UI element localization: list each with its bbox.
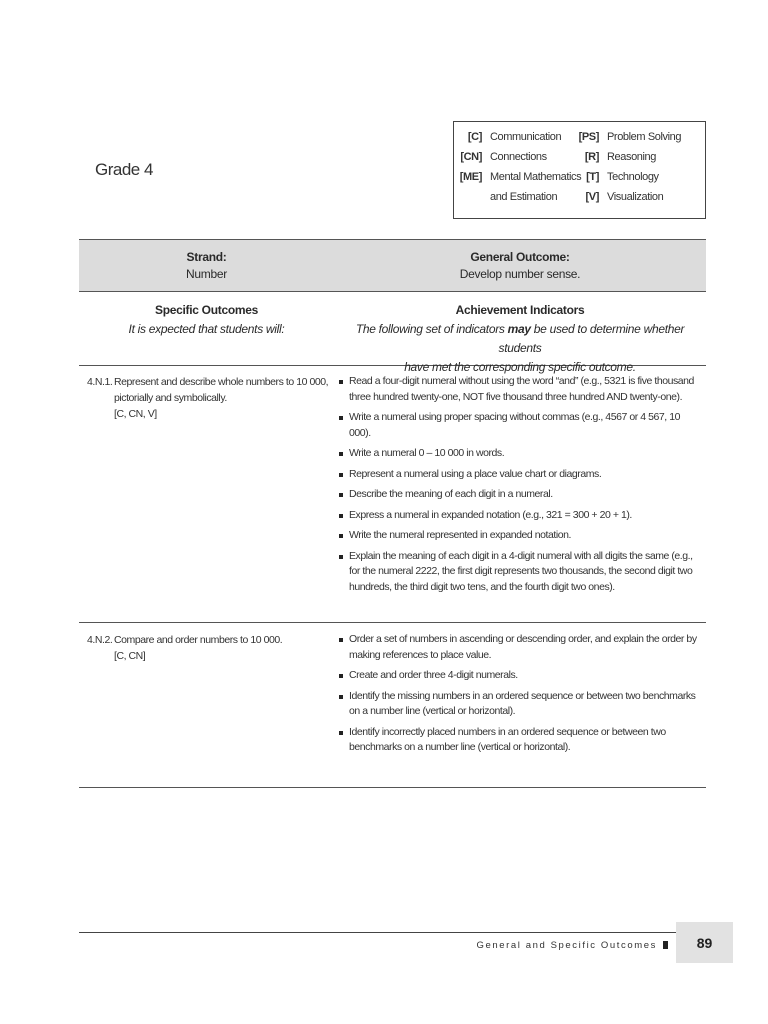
specific-outcome [87,374,329,422]
achievement-indicators-heading: Achievement Indicators [455,303,585,317]
achievement-indicator: Identify the missing numbers in an ordered sequence or between two benchmarks on a number line (vertical or horizontal). [339,689,701,720]
legend-code: [CN] [460,151,482,163]
legend-text: Communication [490,131,562,143]
footer-bullet-icon [663,941,668,949]
achievement-indicators-subtitle-line1 [334,320,706,358]
legend-text: Mental Mathematics [490,171,582,183]
legend-code: [C] [467,131,482,143]
subtitle-text: The following set of indicators [355,322,508,336]
general-outcome-heading: General Outcome: [470,250,570,264]
process-legend [453,121,706,219]
legend-code: [PS] [578,131,599,143]
legend-code: [ME] [459,171,482,183]
achievement-indicator: Write a numeral 0 – 10 000 in words. [339,446,701,462]
legend-text: Visualization [607,191,664,203]
outcome-text: Compare and order numbers to 10 000. [114,634,283,646]
legend-right-column [571,131,681,211]
achievement-indicator: Express a numeral in expanded notation (e.g., 321 = 300 + 20 + 1). [339,508,701,524]
achievement-indicator: Write the numeral represented in expanded notation. [339,528,701,544]
specific-outcome [87,632,329,664]
achievement-indicator-list [339,374,701,600]
subtitle-text: be used to determine whether students [498,322,685,355]
legend-text: Technology [607,171,659,183]
table-bottom-rule [79,787,706,788]
strand-header-band [79,239,706,292]
footer-text: General and Specific Outcomes [476,940,657,951]
row-divider [79,622,706,623]
legend-text: Connections [490,151,547,163]
strand-value: Number [186,267,227,281]
achievement-indicator: Describe the meaning of each digit in a numeral. [339,487,701,503]
achievement-indicator-list [339,632,701,761]
achievement-indicator: Write a numeral using proper spacing without commas (e.g., 4567 or 4 567, 10 000). [339,410,701,441]
outcome-row [79,374,706,622]
subtitle-emphasis: may [507,322,531,336]
outcome-number: 4.N.1. [87,376,113,388]
legend-code: [T] [586,171,599,183]
achievement-indicator: Identify incorrectly placed numbers in an ordered sequence or between two benchmarks on a number line (vertical or horizontal). [339,725,701,756]
outcome-text: Represent and describe whole numbers to 10 000, pictorially and symbolically. [114,376,329,404]
legend-code: [V] [585,191,599,203]
specific-outcomes-header [79,301,334,339]
achievement-indicator: Explain the meaning of each digit in a 4-digit numeral with all digits the same (e.g., for the numeral 2222, the first digit represents two thousands, the second digit two hundreds, the third digit two tens, and the fourth digit two ones). [339,549,701,596]
achievement-indicators-header [334,301,706,377]
outcome-row [79,632,706,782]
page-number: 89 [676,922,733,963]
column-header-row [79,292,706,374]
achievement-indicator: Order a set of numbers in ascending or descending order, and explain the order by making references to place value. [339,632,701,663]
strand-cell [79,249,334,283]
outcome-processes: [C, CN, V] [114,408,157,420]
general-outcome-value: Develop number sense. [459,267,581,281]
legend-left-column [454,131,581,211]
footer-rule [79,932,676,933]
general-outcome-cell [334,249,706,283]
specific-outcomes-heading: Specific Outcomes [155,303,258,317]
achievement-indicators-subtitle-line2: have met the corresponding specific outcome. [404,360,636,374]
achievement-indicator: Read a four-digit numeral without using the word “and” (e.g., 5321 is five thousand three hundred twenty-one, NOT five thousand three hundred AND twenty-one). [339,374,701,405]
legend-code: [R] [584,151,599,163]
outcome-number: 4.N.2. [87,634,113,646]
legend-text: Reasoning [607,151,656,163]
specific-outcomes-subtitle: It is expected that students will: [128,322,285,336]
footer-label [440,940,668,951]
grade-title: Grade 4 [95,160,153,179]
outcome-processes: [C, CN] [114,650,146,662]
achievement-indicator: Represent a numeral using a place value chart or diagrams. [339,467,701,483]
legend-text: Problem Solving [607,131,682,143]
achievement-indicator: Create and order three 4-digit numerals. [339,668,701,684]
strand-heading: Strand: [186,250,227,264]
legend-text: and Estimation [490,191,558,203]
